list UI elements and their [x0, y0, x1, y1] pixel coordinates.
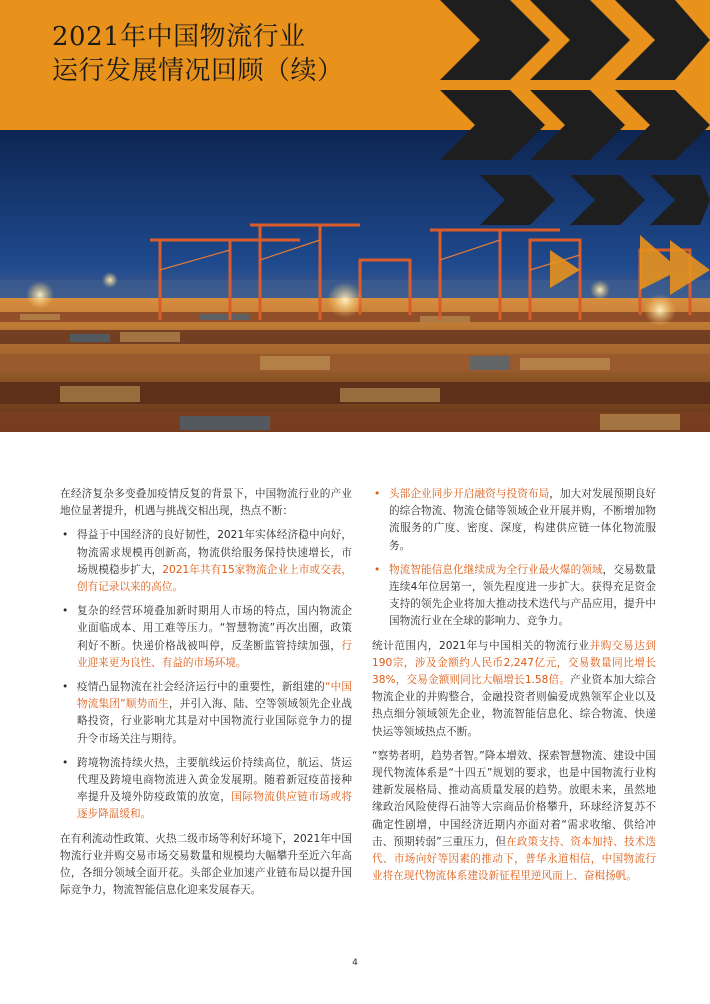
bullet-icon: •	[62, 756, 69, 769]
highlight-text: 国际物流供应链市场或将逐步降温缓和。	[77, 791, 353, 821]
highlight-text: 在政策支持、资本加持、技术迭代、市场向好等因素的推动下，普华永道相信，中国物流行业将在现代物流体系建设新征程里逆风而上、奋楫扬帆。	[372, 835, 656, 883]
bullet-icon: •	[62, 529, 69, 542]
highlight-text: 2021年共有15家物流企业上市或交表，创有记录以来的高位。	[77, 563, 352, 594]
list-item: • 物流智能信息化继续成为全行业最火爆的领域，交易数量连续4年位居第一，领先程度进一步扩大。获得充足资金支持的领先企业将加大推动技术迭代与产品应用，提升中国物流行业在全球的影响力、竞争力。	[374, 563, 656, 628]
title-line-2: 运行发展情况回顾（续）	[52, 56, 344, 86]
bullet-icon: •	[374, 563, 381, 576]
highlight-text: 并购交易达到190宗，涉及金额约人民币2,247亿元，交易数量同比增长38%，交易金额则同比大幅增长1.58倍。	[372, 639, 657, 687]
bullet-icon: •	[62, 605, 69, 618]
right-bullet-list	[372, 486, 656, 631]
highlight-text: 物流智能信息化继续成为全行业最火爆的领域	[389, 563, 603, 576]
page-number: 4	[352, 958, 358, 968]
left-column	[60, 486, 352, 906]
highlight-text: 头部企业同步开启融资与投资布局	[389, 488, 550, 500]
chevron-pattern	[440, 0, 710, 300]
list-item: • 得益于中国经济的良好韧性，2021年实体经济稳中向好，物流需求规模再创新高，物流供给服务保持快速增长，市场规模稳步扩大，2021年共有15家物流企业上市或交表，创有记录以来的高位。	[62, 529, 352, 594]
intro-paragraph: 在经济复杂多变叠加疫情反复的背景下，中国物流行业的产业地位显著提升，机遇与挑战交相出现，热点不断：	[60, 488, 352, 518]
bullet-icon: •	[62, 681, 69, 694]
bullet-icon: •	[374, 488, 381, 500]
highlight-text: 行业迎来更为良性、有益的市场环境。	[77, 639, 352, 669]
page-title	[52, 20, 344, 88]
closing-paragraph: 在有利流动性政策、火热二级市场等利好环境下，2021年中国物流行业并购交易市场交易数量和规模均大幅攀升至近六年高位，各细分领域全面开花。头部企业加速产业链布局以提升国际竞争力，物流智能信息化迎来发展春天。	[60, 832, 352, 897]
statistics-paragraph: 统计范围内，2021年与中国相关的物流行业并购交易达到190宗，涉及金额约人民币2,247亿元，交易数量同比增长38%，交易金额则同比大幅增长1.58倍。产业资本加大综合物流企业的并购整合，金融投资者则偏爱成熟领军企业以及热点细分领域领先企业，物流智能信息化、综合物流、快递快运等领域热点不断。	[372, 639, 657, 738]
left-bullet-list	[60, 527, 352, 823]
list-item: • 头部企业同步开启融资与投资布局，加大对发展预期良好的综合物流、物流仓储等领域企业开展并购，不断增加物流服务的广度、密度、深度，构建供应链一体化物流服务。	[374, 488, 657, 552]
list-item: • 跨境物流持续火热，主要航线运价持续高位，航运、货运代理及跨境电商物流进入黄金发展期。随着新冠疫苗接种率提升及境外防疫政策的放宽，国际物流供应链市场或将逐步降温缓和。	[62, 756, 353, 821]
highlight-text: “中国物流集团”顺势而生	[77, 681, 353, 711]
outlook-paragraph: “察势者明，趋势者智。”降本增效、探索智慧物流、建设中国现代物流体系是“十四五”规划的要求，也是中国物流行业构建新发展格局、推动高质量发展的趋势。放眼未来，虽然地缘政治风险使得石油等大宗商品价格攀升，环球经济复苏不确定性剧增，中国经济近期内亦面对着“需求收缩、供给冲击、预期转弱”三重压力，但在政策支持、资本加持、技术迭代、市场向好等因素的推动下，普华永道相信，中国物流行业将在现代物流体系建设新征程里逆风而上、奋楫扬帆。	[372, 749, 656, 883]
title-line-1: 2021年中国物流行业	[52, 22, 306, 52]
right-column	[372, 486, 656, 892]
list-item: • 复杂的经营环境叠加新时期用人市场的特点，国内物流企业面临成本、用工难等压力。“智慧物流”再次出圈，政策利好不断。快递价格战被叫停，反垄断监管持续加强，行业迎来更为良性、有益的市场环境。	[62, 605, 352, 669]
list-item: • 疫情凸显物流在社会经济运行中的重要性，新组建的“中国物流集团”顺势而生，并引入海、陆、空等领域领先企业战略投资，行业影响尤其是对中国物流行业国际竞争力的提升令市场关注与期待。	[62, 681, 353, 745]
